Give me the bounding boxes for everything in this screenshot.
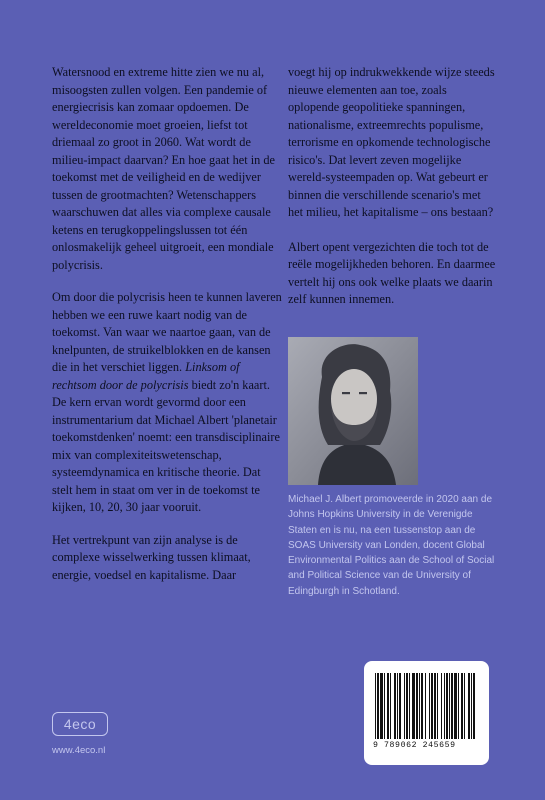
paragraph-intro: Watersnood en extreme hitte zien we nu al, misoogsten zullen volgen. Een pandemie of energiecrisis kan zomaar opdoemen. De wereldeconomie moet groeien, liefst tot driemaal zo groot in 2060. Wat wordt de milieu-impact daarvan? En hoe gaat het in de toekomst met de veiligheid en de wedijver tussen de grootmachten? Wetenschappers waarschuwen dat alles via complexe causale ketens en terugkoppelingslussen tot één onlosmakelijk geheel uitgroeit, een mondiale polycrisis.	[52, 65, 275, 272]
barcode-bar	[449, 673, 450, 739]
barcode-bar	[464, 673, 465, 739]
barcode-bars	[373, 673, 481, 739]
barcode-bar	[375, 673, 376, 739]
barcode-bar	[434, 673, 436, 739]
publisher-logo: 4eco	[52, 712, 108, 736]
barcode-bar	[458, 673, 459, 739]
publisher-url: www.4eco.nl	[52, 745, 106, 756]
paragraph-scenarios: voegt hij op indrukwekkende wijze steeds nieuwe elementen aan toe, zoals oplopende geopolitieke spanningen, nationalisme, extreemrechts populisme, terrorisme en opkomende technologische risico's. Dat levert zeven mogelijke wereld-systeempaden op. Wat gebeurt er binnen die verschillende scenario's met het milieu, het kapitalisme – ons bestaan?	[288, 65, 495, 219]
barcode-bar	[416, 673, 418, 739]
paragraph-map-text-cont: biedt zo'n kaart. De kern ervan wordt gevormd door een instrumentarium dat Michael Albert 'planetair toekomstdenken' noemt: een transdisciplinaire mix van complexiteitswetenschap, systeemdynamica en kritische theorie. Dat stelt hem in staat om ver in de toekomst te kijken, 10, 20, 30 jaar vooruit.	[52, 377, 280, 514]
barcode-bar	[446, 673, 448, 739]
barcode-bar	[390, 673, 391, 739]
author-bio: Michael J. Albert promoveerde in 2020 aan de Johns Hopkins University in de Verenigde Staten en is nu, na een tussenstop aan de SOAS University van Londen, docent Global Environmental Politics aan de School of Social and Political Science van de University of Edingburgh in Schotland.	[288, 494, 495, 597]
isbn-number: 9 789062 245659	[373, 741, 456, 750]
barcode-bar	[431, 673, 433, 739]
barcode-bar	[429, 673, 430, 739]
barcode-bar	[471, 673, 472, 739]
isbn-barcode	[364, 661, 489, 765]
barcode-bar	[468, 673, 470, 739]
barcode-bar	[461, 673, 463, 739]
barcode-bar	[384, 673, 385, 739]
paragraph-vistas: Albert opent vergezichten die toch tot de reële mogelijkheden behoren. En daarmee vertelt hij ons ook welke plaats we daarin zelf kunnen innemen.	[288, 239, 496, 306]
barcode-bar	[377, 673, 379, 739]
barcode-bar	[404, 673, 405, 739]
paragraph-analysis: Het vertrekpunt van zijn analyse is de complexe wisselwerking tussen klimaat, energie, voedsel en kapitalisme. Daar	[52, 532, 251, 582]
barcode-bar	[444, 673, 445, 739]
barcode-bar	[451, 673, 453, 739]
barcode-bar	[406, 673, 408, 739]
author-photo	[288, 337, 418, 485]
barcode-bar	[409, 673, 410, 739]
barcode-bar	[437, 673, 438, 739]
barcode-bar	[425, 673, 426, 739]
right-text-column	[288, 64, 498, 326]
barcode-bar	[387, 673, 389, 739]
barcode-bar	[421, 673, 423, 739]
barcode-bar	[394, 673, 396, 739]
paragraph-map	[52, 289, 284, 517]
barcode-bar	[380, 673, 383, 739]
left-text-column	[52, 64, 284, 599]
barcode-bar	[473, 673, 475, 739]
barcode-bar	[397, 673, 398, 739]
barcode-bar	[454, 673, 457, 739]
barcode-bar	[441, 673, 442, 739]
barcode-bar	[399, 673, 401, 739]
paragraph-map-text: Om door die polycrisis heen te kunnen laveren hebben we een ruwe kaart nodig van de toekomst. Van waar we naartoe gaan, van de knelpunten, de struikelblokken en de kansen die in het verschiet liggen.	[52, 290, 282, 374]
barcode-bar	[412, 673, 415, 739]
barcode-bar	[419, 673, 420, 739]
book-title-inline: Linksom of rechtsom door de polycrisis	[52, 360, 240, 392]
